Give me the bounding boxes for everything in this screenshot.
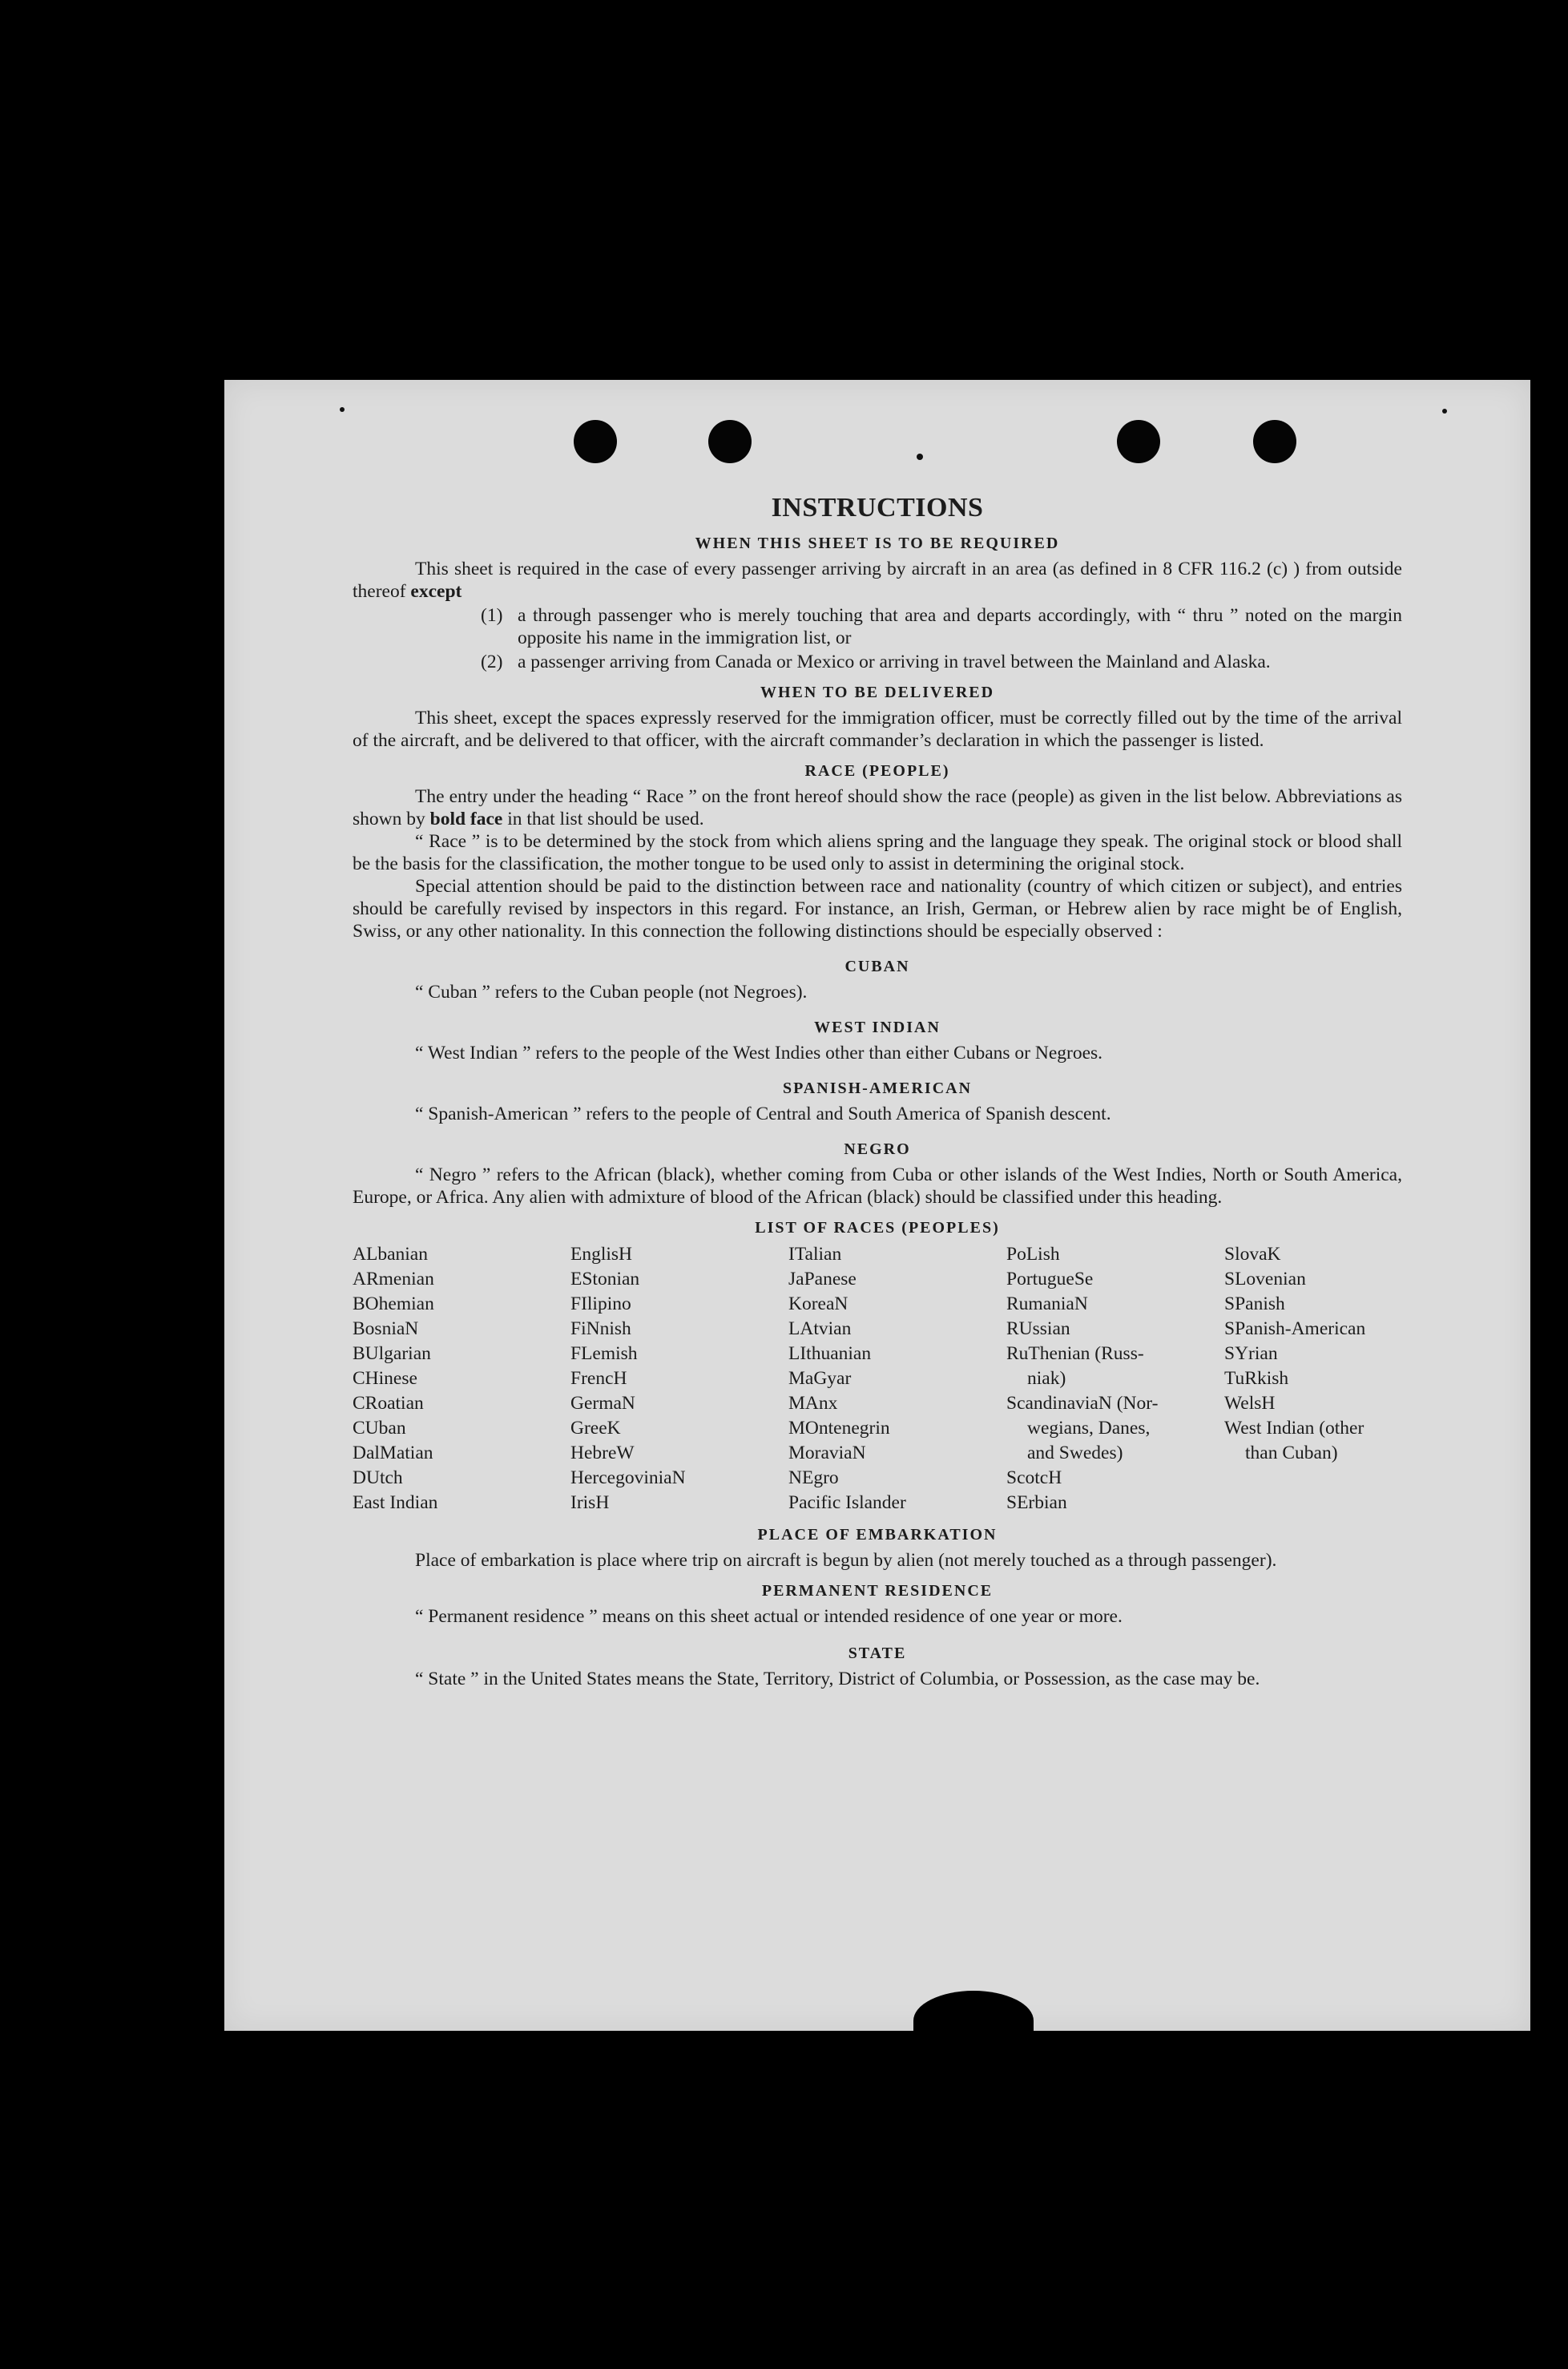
state-text: “ State ” in the United States means the State, Territory, District of Columbia, or Possession, as the case may be.: [415, 1669, 1260, 1689]
race-entry: CRoatian: [353, 1393, 424, 1414]
ink-speck: [340, 407, 345, 412]
race-entry: WelsH: [1224, 1393, 1276, 1414]
section-heading-embarkation: PLACE OF EMBARKATION: [757, 1526, 998, 1544]
race-entry: KoreaN: [788, 1293, 848, 1314]
section-heading-race: RACE (PEOPLE): [804, 762, 950, 780]
race-entry: HebreW: [570, 1443, 635, 1463]
race-entry: SPanish-American: [1224, 1318, 1366, 1339]
embarkation-text: Place of embarkation is place where trip on aircraft is begun by alien (not merely touched as a through passenger).: [415, 1550, 1277, 1571]
race-entry: RumaniaN: [1006, 1293, 1088, 1314]
torn-edge: [913, 1991, 1034, 2031]
ink-speck: [917, 454, 923, 460]
race-entry: FrencH: [570, 1368, 627, 1389]
race-entry: RuThenian (Russ-: [1006, 1343, 1144, 1364]
race-entry: PortugueSe: [1006, 1269, 1094, 1289]
race-entry: ARmenian: [353, 1269, 434, 1289]
race-entry: SErbian: [1006, 1492, 1067, 1513]
punch-hole: [1253, 420, 1296, 463]
race-entry: NEgro: [788, 1467, 839, 1488]
race-entry: IrisH: [570, 1492, 610, 1513]
race-entry: MaGyar: [788, 1368, 852, 1389]
races-list: [353, 1242, 1402, 1515]
race-entry: DalMatian: [353, 1443, 433, 1463]
races-column-2: [570, 1242, 788, 1515]
instructions-content: [353, 492, 1402, 1690]
race-entry: BOhemian: [353, 1293, 434, 1314]
race-entry: ScotcH: [1006, 1467, 1062, 1488]
exception-item-1: (1) a through passenger who is merely touching that area and departs accordingly, with “ thru ” noted on the margin opposite his name in the immigration list, or: [481, 605, 1402, 648]
race-entry: SlovaK: [1224, 1244, 1281, 1265]
race-entry: BUlgarian: [353, 1343, 431, 1364]
race-entry: RUssian: [1006, 1318, 1070, 1339]
document-sheet: [224, 380, 1530, 2031]
west-indian-text: “ West Indian ” refers to the people of the West Indies other than either Cubans or Negroes.: [415, 1043, 1103, 1063]
section-heading-when-required: WHEN THIS SHEET IS TO BE REQUIRED: [695, 535, 1060, 552]
race-entry: HercegoviniaN: [570, 1467, 686, 1488]
race-entry: MOntenegrin: [788, 1418, 890, 1439]
race-entry: CUban: [353, 1418, 406, 1439]
races-column-3: [788, 1242, 1006, 1515]
race-entry: SPanish: [1224, 1293, 1285, 1314]
race-entry: EStonian: [570, 1269, 640, 1289]
race-entry: Pacific Islander: [788, 1492, 906, 1513]
section-heading-cuban: CUBAN: [844, 958, 910, 975]
race-entry: SLovenian: [1224, 1269, 1306, 1289]
exception-item-2: (2) a passenger arriving from Canada or Mexico or arriving in travel between the Mainland and Alaska.: [481, 652, 1271, 672]
race-entry: LIthuanian: [788, 1343, 872, 1364]
race-paragraph-2: “ Race ” is to be determined by the stock from which aliens spring and the language they speak. The original stock or blood shall be the basis for the classification, the mother tongue to be used only to assist in determining the original stock.: [353, 831, 1402, 874]
race-entry: GermaN: [570, 1393, 635, 1414]
race-entry-continued: wegians, Danes,: [1027, 1418, 1151, 1439]
race-entry: ScandinaviaN (Nor-: [1006, 1393, 1159, 1414]
race-entry: East Indian: [353, 1492, 438, 1513]
race-entry-continued: than Cuban): [1245, 1443, 1338, 1463]
race-entry: West Indian (other: [1224, 1418, 1364, 1439]
permanent-residence-text: “ Permanent residence ” means on this sheet actual or intended residence of one year or more.: [415, 1606, 1123, 1627]
race-entry: BosniaN: [353, 1318, 419, 1339]
race-entry: GreeK: [570, 1418, 621, 1439]
race-entry: FIlipino: [570, 1293, 631, 1314]
section-heading-negro: NEGRO: [844, 1140, 911, 1158]
section-heading-permanent-residence: PERMANENT RESIDENCE: [761, 1582, 994, 1600]
spanish-american-text: “ Spanish-American ” refers to the people of Central and South America of Spanish descent.: [415, 1104, 1111, 1124]
punch-hole: [1117, 420, 1160, 463]
race-entry: FiNnish: [570, 1318, 631, 1339]
section-heading-list-of-races: LIST OF RACES (PEOPLES): [755, 1219, 1000, 1237]
races-column-4: [1006, 1242, 1224, 1515]
race-entry: TuRkish: [1224, 1368, 1289, 1389]
race-entry: MoraviaN: [788, 1443, 866, 1463]
ink-speck: [1442, 409, 1447, 414]
race-paragraph-3: Special attention should be paid to the distinction between race and nationality (country of which citizen or subject), and entries should be carefully revised by inspectors in this regard. For instance, an Irish, German, or Hebrew alien by race might be of English, Swiss, or any other nationality. In this connection the following distinctions should be especially observed :: [353, 876, 1402, 942]
race-entry: ITalian: [788, 1244, 842, 1265]
race-entry: DUtch: [353, 1467, 403, 1488]
page-title: INSTRUCTIONS: [771, 493, 984, 523]
section-heading-spanish-american: SPANISH-AMERICAN: [782, 1080, 973, 1097]
race-entry: JaPanese: [788, 1269, 857, 1289]
negro-text: “ Negro ” refers to the African (black), whether coming from Cuba or other islands of the West Indies, North or South America, Europe, or Africa. Any alien with admixture of blood of the African (black) should be classified under this heading.: [353, 1164, 1402, 1208]
race-entry: CHinese: [353, 1368, 417, 1389]
section-heading-state: STATE: [848, 1645, 907, 1662]
cuban-text: “ Cuban ” refers to the Cuban people (not Negroes).: [415, 982, 808, 1003]
when-required-intro: This sheet is required in the case of every passenger arriving by aircraft in an area (as defined in 8 CFR 116.2 (c) ) from outside thereof except: [353, 559, 1402, 602]
race-entry: MAnx: [788, 1393, 838, 1414]
punch-hole: [708, 420, 752, 463]
race-entry: FLemish: [570, 1343, 638, 1364]
race-entry: ALbanian: [353, 1244, 428, 1265]
section-heading-when-delivered: WHEN TO BE DELIVERED: [760, 684, 995, 701]
punch-hole: [574, 420, 617, 463]
race-entry: SYrian: [1224, 1343, 1278, 1364]
race-entry: PoLish: [1006, 1244, 1060, 1265]
race-entry: LAtvian: [788, 1318, 852, 1339]
races-column-1: [353, 1242, 570, 1515]
when-delivered-text: This sheet, except the spaces expressly reserved for the immigration officer, must be correctly filled out by the time of the arrival of the aircraft, and be delivered to that officer, with the aircraft commander’s declaration in which the passenger is listed.: [353, 708, 1402, 751]
race-entry-continued: niak): [1027, 1368, 1066, 1389]
section-heading-west-indian: WEST INDIAN: [814, 1019, 941, 1036]
race-entry-continued: and Swedes): [1027, 1443, 1123, 1463]
races-column-5: [1224, 1242, 1402, 1515]
race-paragraph-1: The entry under the heading “ Race ” on the front hereof should show the race (people) as given in the list below. Abbreviations as shown by bold face in that list should be used.: [353, 786, 1402, 829]
race-entry: EnglisH: [570, 1244, 633, 1265]
